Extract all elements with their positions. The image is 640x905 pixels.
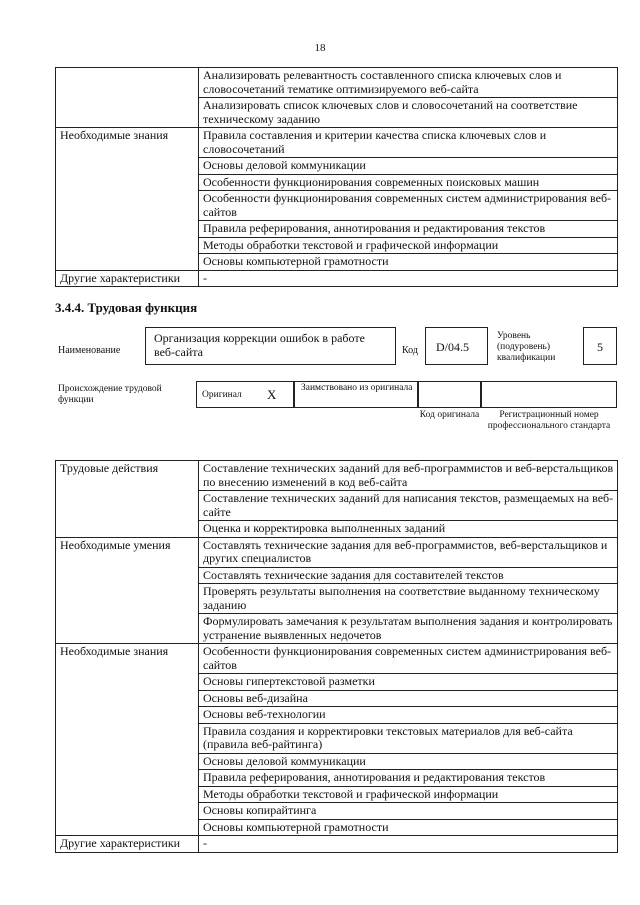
- row-item: Особенности функционирования современных систем администрирования веб-сайтов: [199, 644, 618, 674]
- reg-number-caption: Регистрационный номер профессионального стандарта: [487, 410, 611, 431]
- row-item: Правила создания и корректировки текстовых материалов для веб-сайта (правила веб-райтинга): [199, 723, 618, 753]
- row-item: Основы компьютерной грамотности: [199, 819, 618, 836]
- name-value: Организация коррекции ошибок в работе веб-сайта: [145, 327, 396, 365]
- row-item: Основы веб-дизайна: [199, 690, 618, 707]
- code-original-caption: Код оригинала: [419, 410, 480, 420]
- row-item: Анализировать список ключевых слов и словосочетаний на соответствие техническому заданию: [199, 98, 618, 128]
- row-item: Особенности функционирования современных поисковых машин: [199, 174, 618, 191]
- row-item: Правила реферирования, аннотирования и редактирования текстов: [199, 770, 618, 787]
- reg-number-cell: [481, 381, 617, 408]
- row-item: Методы обработки текстовой и графической информации: [199, 786, 618, 803]
- row-item: Анализировать релевантность составленного списка ключевых слов и словосочетаний тематике оптимизируемого веб-сайта: [199, 68, 618, 98]
- row-item: Составлять технические задания для веб-программистов, веб-верстальщиков и других специалистов: [199, 537, 618, 567]
- original-label: Оригинал: [202, 390, 242, 400]
- row-item: Основы копирайтинга: [199, 803, 618, 820]
- row-item: Формулировать замечания к результатам выполнения задания и контролировать устранение выявленных недочетов: [199, 614, 618, 644]
- row-item: Особенности функционирования современных систем администрирования веб-сайтов: [199, 191, 618, 221]
- row-item: Основы деловой коммуникации: [199, 158, 618, 175]
- table-row: [56, 270, 618, 287]
- level-label: Уровень (подуровень) квалификации: [497, 331, 556, 363]
- table-row: [56, 128, 618, 158]
- row-label: Другие характеристики: [56, 270, 199, 287]
- row-item: -: [199, 836, 618, 853]
- row-item: Правила реферирования, аннотирования и редактирования текстов: [199, 221, 618, 238]
- table-row: [56, 68, 618, 98]
- row-label: Необходимые знания: [56, 644, 199, 836]
- borrowed-label: Заимствовано из оригинала: [301, 383, 413, 393]
- requirements-table-continued: [55, 67, 618, 287]
- row-item: Основы веб-технологии: [199, 707, 618, 724]
- table-row: [56, 836, 618, 853]
- table-row: [56, 461, 618, 491]
- row-item: Основы деловой коммуникации: [199, 753, 618, 770]
- table-row: [56, 537, 618, 567]
- row-item: Основы компьютерной грамотности: [199, 254, 618, 271]
- row-item: Составление технических заданий для веб-программистов и веб-верстальщиков по внесению изменений в код веб-сайта: [199, 461, 618, 491]
- row-item: Основы гипертекстовой разметки: [199, 674, 618, 691]
- borrowed-cell: [294, 381, 418, 408]
- row-item: Методы обработки текстовой и графической информации: [199, 237, 618, 254]
- level-value: 5: [583, 327, 617, 365]
- row-item: Составление технических заданий для написания текстов, размещаемых на веб-сайте: [199, 491, 618, 521]
- labour-function-table: [55, 460, 618, 853]
- original-mark: X: [267, 387, 277, 402]
- code-value: D/04.5: [425, 327, 488, 365]
- table1-body: [56, 68, 618, 287]
- original-cell: [196, 381, 294, 408]
- code-original-cell: [418, 381, 481, 408]
- row-item: -: [199, 270, 618, 287]
- row-label: Необходимые умения: [56, 537, 199, 644]
- row-item: Оценка и корректировка выполненных заданий: [199, 521, 618, 538]
- row-label: Трудовые действия: [56, 461, 199, 538]
- row-label: [56, 68, 199, 128]
- name-label: Наименование: [58, 345, 121, 356]
- row-item: Правила составления и критерии качества списка ключевых слов и словосочетаний: [199, 128, 618, 158]
- row-item: Проверять результаты выполнения на соответствие выданному техническому заданию: [199, 584, 618, 614]
- table-row: [56, 644, 618, 674]
- section-title: 3.4.4. Трудовая функция: [55, 300, 198, 315]
- row-item: Составлять технические задания для составителей текстов: [199, 567, 618, 584]
- row-label: Другие характеристики: [56, 836, 199, 853]
- origin-label: Происхождение трудовой функции: [58, 384, 162, 405]
- page-number: 18: [314, 42, 326, 54]
- table2-body: [56, 461, 618, 853]
- row-label: Необходимые знания: [56, 128, 199, 271]
- code-label: Код: [402, 345, 418, 356]
